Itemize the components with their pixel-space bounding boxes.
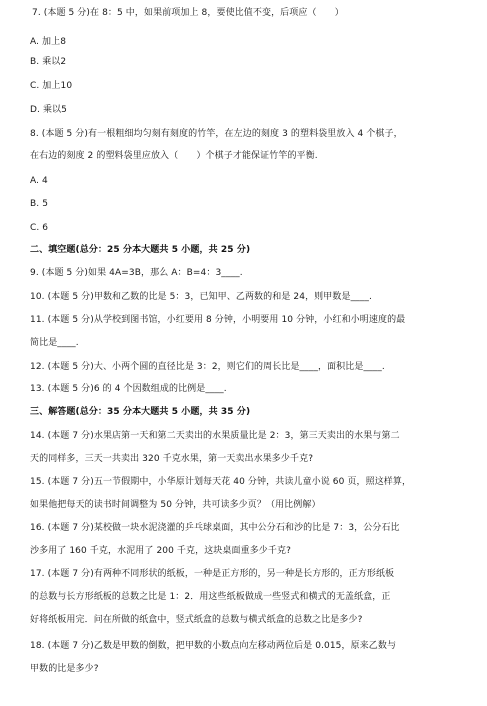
question-14-line-1: 14. (本题 7 分)水果店第一天和第二天卖出的水果质量比是 2：3，第三天卖出的水果与第二 xyxy=(30,431,400,441)
question-13: 13. (本题 5 分)6 的 4 个因数组成的比例是____. xyxy=(30,384,227,394)
question-7-option-b: B. 乘以2 xyxy=(30,57,67,67)
question-8-option-c: C. 6 xyxy=(30,223,49,233)
question-17-line-1: 17. (本题 7 分)有两种不同形状的纸板，一种是正方形的，另一种是长方形的，正方形纸板 xyxy=(30,569,395,579)
question-16-line-2: 沙多用了 160 千克，水泥用了 200 千克，这块桌面重多少千克? xyxy=(30,546,291,556)
question-11-line-1: 11. (本题 5 分)从学校到图书馆，小红要用 8 分钟，小明要用 10 分钟，小红和小明速度的最 xyxy=(30,315,406,325)
section-3-title: 三、解答题(总分：35 分本大题共 5 小题，共 35 分) xyxy=(30,407,251,417)
question-15-line-1: 15. (本题 7 分)五一节假期中，小华原计划每天花 40 分钟，共读儿童小说 60 页，照这样算， xyxy=(30,477,412,487)
question-9: 9. (本题 5 分)如果 4A=3B，那么 A：B=4：3____. xyxy=(30,268,243,278)
question-14-line-2: 天的同样多，三天一共卖出 320 千克水果，第一天卖出水果多少千克? xyxy=(30,454,314,464)
question-15-line-2: 如果他把每天的读书时间调整为 50 分钟，共可读多少页？（用比例解） xyxy=(30,500,321,510)
question-11-line-2: 简比是____. xyxy=(30,338,79,348)
question-7-option-c: C. 加上10 xyxy=(30,81,73,91)
section-2-title: 二、填空题(总分：25 分本大题共 5 小题，共 25 分) xyxy=(30,245,251,255)
question-16-line-1: 16. (本题 7 分)某校做一块水泥浇灌的乒乓球桌面，其中公分石和沙的比是 7：3，公分石比 xyxy=(30,523,400,533)
question-8-line-1: 8. (本题 5 分)有一根粗细均匀刻有刻度的竹竿，在左边的刻度 3 的塑料袋里放入 4 个棋子， xyxy=(30,129,403,139)
question-17-line-2: 的总数与长方形纸板的总数之比是 1：2．用这些纸板做成一些竖式和横式的无盖纸盒，正 xyxy=(30,592,391,602)
question-18-line-1: 18. (本题 7 分)乙数是甲数的倒数，把甲数的小数点向左移动两位后是 0.015，原来乙数与 xyxy=(30,641,397,651)
question-12: 12. (本题 5 分)大、小两个圆的直径比是 3：2，则它们的周长比是____，面积比是____. xyxy=(30,362,385,372)
question-18-line-2: 甲数的比是多少? xyxy=(30,664,99,674)
question-7: 7. (本题 5 分)在 8：5 中，如果前项加上 8，要使比值不变，后项应（ ） xyxy=(32,8,344,18)
question-8-option-a: A. 4 xyxy=(30,176,48,186)
question-8-option-b: B. 5 xyxy=(30,199,49,209)
question-7-option-a: A. 加上8 xyxy=(30,37,67,47)
question-17-line-3: 好将纸板用完．问在所做的纸盒中，竖式纸盒的总数与横式纸盒的总数之比是多少? xyxy=(30,615,363,625)
question-8-line-2: 在右边的刻度 2 的塑料袋里应放入（ ）个棋子才能保证竹竿的平衡. xyxy=(30,151,318,161)
question-10: 10. (本题 5 分)甲数和乙数的比是 5：3，已知甲、乙两数的和是 24，则甲数是____. xyxy=(30,292,372,302)
question-7-option-d: D. 乘以5 xyxy=(30,105,67,115)
